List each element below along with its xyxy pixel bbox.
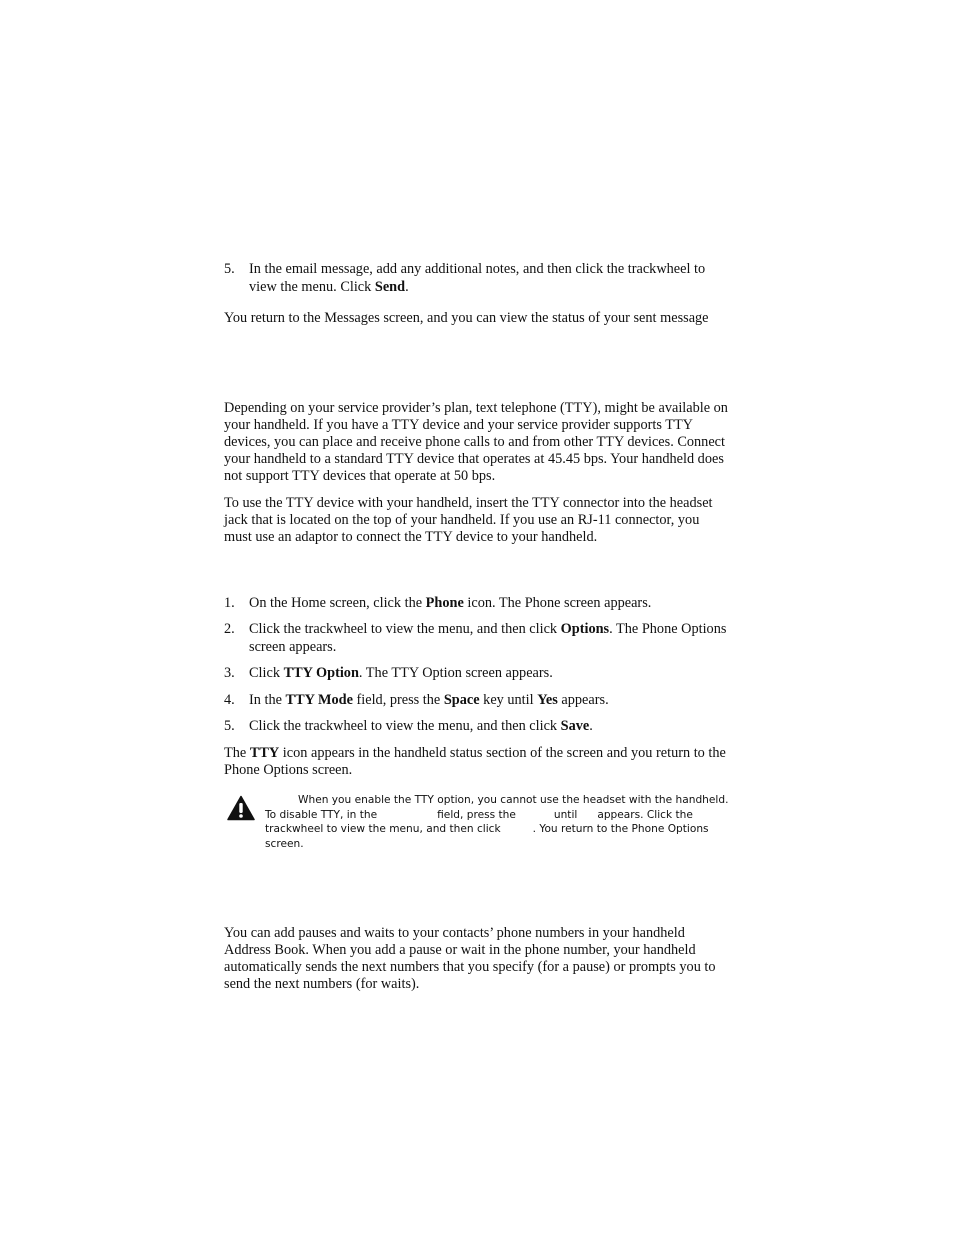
bold-term: TTY Mode [285, 692, 353, 708]
step-number: 3. [224, 665, 235, 681]
tty-result-paragraph: The TTY icon appears in the handheld status section of the screen and you return to the Phone Options screen. [224, 745, 726, 778]
step-text: On the Home screen, click the Phone icon. The Phone screen appears. [249, 595, 652, 611]
warning-note [265, 793, 735, 851]
step-text: In the TTY Mode field, press the Space key until Yes appears. [249, 692, 609, 708]
note-line: trackwheel to view the menu, and then click . You return to the Phone Options [265, 823, 709, 836]
bold-term: TTY Option [283, 665, 359, 681]
bold-term: Yes [537, 692, 558, 708]
bold-term: Phone [425, 595, 464, 611]
step-text: In the email message, add any additional notes, and then click the trackwheel to view the menu. Click Send. [249, 261, 706, 295]
bold-term: TTY [249, 745, 280, 761]
tty-connect-paragraph: To use the TTY device with your handheld, insert the TTY connector into the headset jack that is located on the top of your handheld. If you use an RJ-11 connector, you must use an adaptor to connect the TTY device to your handheld. [224, 495, 713, 545]
warning-icon [227, 795, 255, 821]
step-number: 2. [224, 621, 235, 637]
bold-term: Space [443, 692, 480, 708]
step-number: 5. [224, 261, 235, 277]
step-number: 5. [224, 718, 235, 734]
return-paragraph: You return to the Messages screen, and you can view the status of your sent message [224, 310, 709, 326]
step-text: Click the trackwheel to view the menu, and then click Options. The Phone Options screen appears. [249, 621, 727, 655]
note-line: When you enable the TTY option, you cannot use the headset with the handheld. [298, 794, 729, 806]
note-line: To disable TTY, in the field, press the until appears. Click the [265, 808, 693, 821]
step-number: 4. [224, 692, 235, 708]
step-text: Click TTY Option. The TTY Option screen appears. [249, 665, 553, 681]
pauses-paragraph: You can add pauses and waits to your contacts’ phone numbers in your handheld Address Book. When you add a pause or wait in the phone number, your handheld automatically sends the next numbers that you specify (for a pause) or prompts you to send the next numbers (for waits). [224, 925, 716, 992]
step-number: 1. [224, 595, 235, 611]
note-line: screen. [265, 837, 304, 850]
step-text: Click the trackwheel to view the menu, and then click Save. [249, 718, 593, 734]
bold-term: Options [560, 621, 610, 637]
bold-term: Send [374, 278, 406, 295]
tty-intro-paragraph: Depending on your service provider’s plan, text telephone (TTY), might be available on your handheld. If you have a TTY device and your service provider supports TTY devices, you can place and receive phone calls to and from other TTY devices. Connect your handheld to a standard TTY device that operates at 45.45 bps. Your handheld does not support TTY devices that operate at 50 bps. [224, 400, 728, 484]
bold-term: Save [560, 718, 590, 734]
